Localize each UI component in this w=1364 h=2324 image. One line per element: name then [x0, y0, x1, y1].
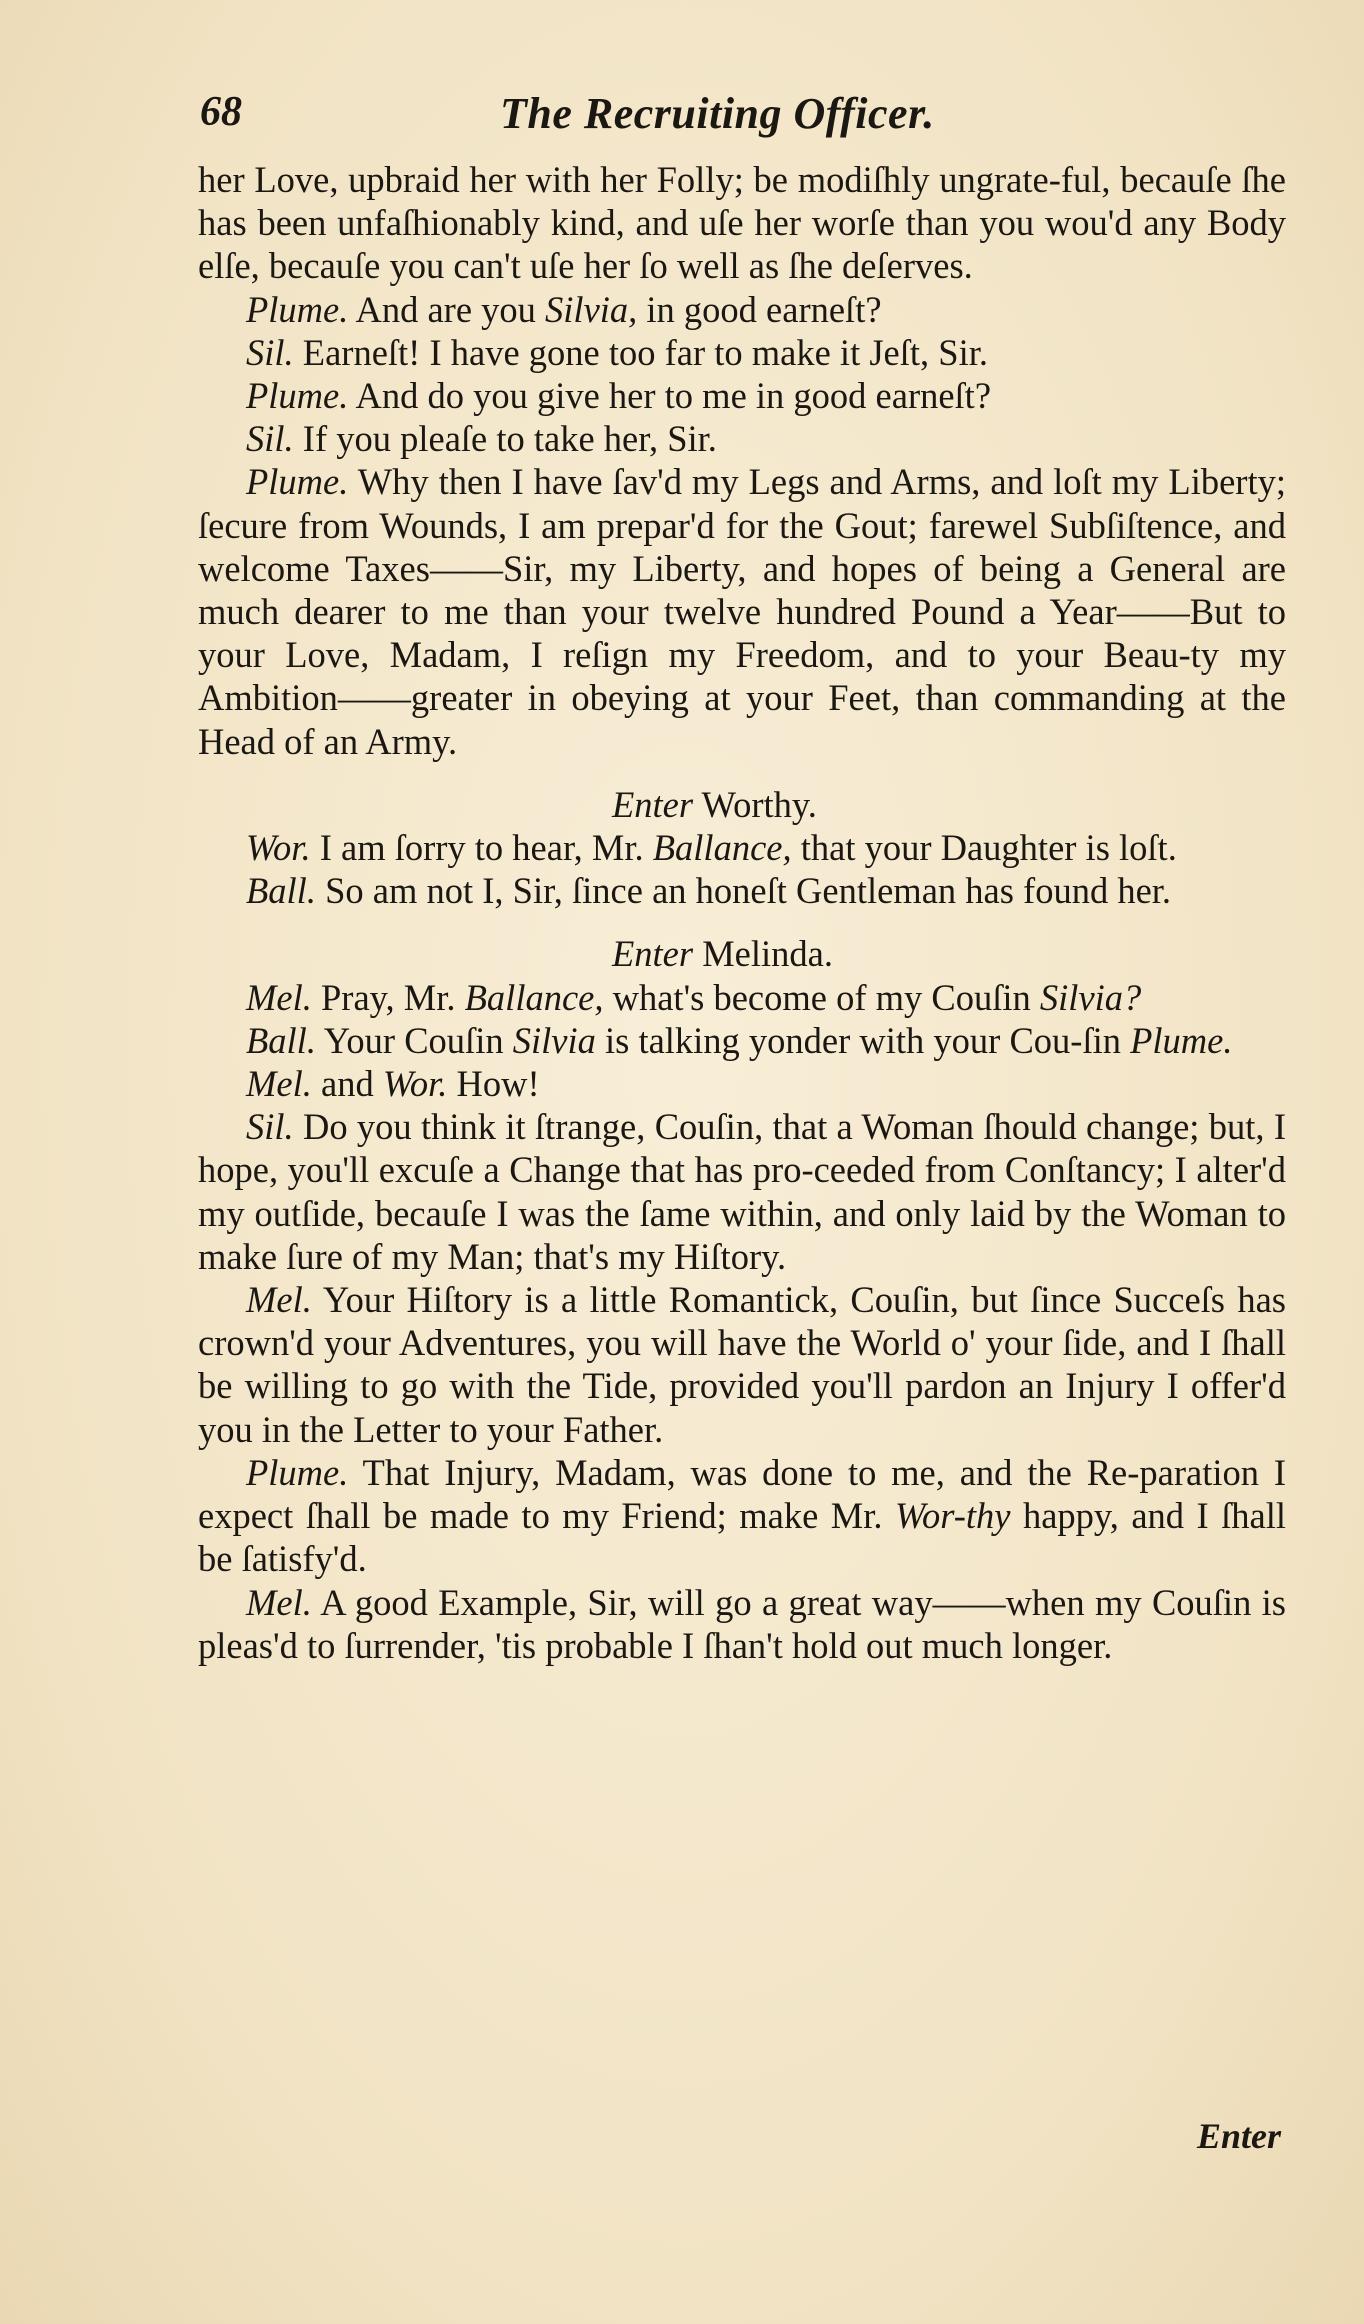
text-run: Your Hiſtory is a little Romantick, Couſin, but ſince Succeſs has crown'd your Adventures, you will have the World o' your ſide, and I ſhall be willing to go with the Tide, provided you'll pardon an Injury I offer'd you in the Letter to your Father. — [198, 1279, 1286, 1450]
dialogue-paragraph — [198, 826, 1286, 869]
speaker-name: Plume. — [246, 288, 349, 330]
dialogue-paragraph — [198, 1105, 1286, 1278]
italic-text: Enter — [612, 933, 694, 975]
text-run: And do you give her to me in good earneſt? — [348, 375, 992, 417]
italic-text: Ballance, — [652, 827, 792, 869]
text-run: That Injury, Madam, was done to me, and the Re-paration I expect ſhall be made to my Friend; make Mr. — [198, 1451, 1286, 1537]
speaker-name: Mel. — [246, 976, 312, 1018]
italic-text: Silvia? — [1039, 976, 1142, 1018]
text-run: Pray, Mr. — [311, 976, 465, 1018]
dialogue-paragraph — [198, 1278, 1286, 1451]
dialogue-paragraph — [198, 331, 1286, 374]
text-run: Melinda. — [693, 933, 833, 975]
stage-gap — [198, 912, 1286, 932]
speaker-name: Sil. — [246, 418, 294, 460]
stage-gap — [198, 763, 1286, 783]
dialogue-paragraph — [198, 374, 1286, 417]
dialogue-paragraph — [198, 158, 1286, 288]
dialogue-paragraph — [198, 976, 1286, 1019]
page-header — [200, 88, 1270, 148]
speaker-name: Wor. — [382, 1063, 448, 1105]
text-run: and — [311, 1063, 383, 1105]
speaker-name: Ball. — [246, 1019, 316, 1061]
dialogue-paragraph — [198, 1581, 1286, 1667]
text-run: Do you think it ſtrange, Couſin, that a Woman ſhould change; but, I hope, you'll excuſe a Change that has pro-ceeded from Conſtancy; I alter'd my outſide, becauſe I was the ſame within, and only laid by the Woman to make ſure of my Man; that's my Hiſtory. — [198, 1106, 1286, 1277]
dialogue-paragraph — [198, 460, 1286, 762]
text-run: How! — [447, 1063, 540, 1105]
play-text — [198, 158, 1286, 1667]
catchword: Enter — [1196, 2116, 1281, 2156]
text-run: is talking yonder with your Cou-ſin — [595, 1019, 1131, 1061]
speaker-name: Sil. — [246, 1106, 294, 1148]
text-run: I am ſorry to hear, Mr. — [310, 827, 653, 869]
dialogue-paragraph — [198, 1451, 1286, 1581]
dialogue-paragraph — [198, 288, 1286, 331]
italic-text: Silvia — [512, 1019, 596, 1061]
dialogue-paragraph — [198, 417, 1286, 460]
text-run: her Love, upbraid her with her Folly; be modiſhly ungrate-ful, becauſe ſhe has been unfaſhionably kind, and uſe her worſe than you wou'd any Body elſe, becauſe you can't uſe her ſo well as ſhe deſerves. — [198, 159, 1286, 287]
text-run: So am not I, Sir, ſince an honeſt Gentleman has found her. — [315, 870, 1172, 912]
speaker-name: Ball. — [246, 870, 316, 912]
stage-direction — [198, 783, 1286, 826]
text-run: Your Couſin — [315, 1019, 513, 1061]
speaker-name: Mel. — [246, 1063, 312, 1105]
speaker-name: Mel. — [246, 1279, 312, 1321]
dialogue-paragraph — [198, 869, 1286, 912]
italic-text: Plume. — [1130, 1019, 1233, 1061]
dialogue-paragraph — [198, 1019, 1286, 1062]
stage-direction — [198, 932, 1286, 975]
italic-text: Silvia, — [545, 288, 638, 330]
text-run: Worthy. — [693, 783, 817, 825]
text-run: in good earneſt? — [637, 288, 882, 330]
text-run: A good Example, Sir, will go a great way——when my Couſin is pleas'd to ſurrender, 'tis probable I ſhan't hold out much longer. — [198, 1581, 1286, 1666]
dialogue-paragraph — [198, 1062, 1286, 1105]
running-title: The Recruiting Officer. — [500, 89, 935, 138]
text-run: happy, and I ſhall be ſatisfy'd. — [198, 1495, 1286, 1580]
speaker-name: Plume. — [246, 461, 349, 503]
text-run: And are you — [348, 288, 546, 330]
speaker-name: Sil. — [246, 331, 294, 373]
italic-text: Ballance, — [464, 976, 604, 1018]
text-run: what's become of my Couſin — [603, 976, 1040, 1018]
text-run: Why then I have ſav'd my Legs and Arms, and loſt my Liberty; ſecure from Wounds, I am prepar'd for the Gout; farewel Subſiſtence, and welcome Taxes——Sir, my Liberty, and hopes of being a General are much dearer to me than your twelve hundred Pound a Year——But to your Love, Madam, I reſign my Freedom, and to your Beau-ty my Ambition——greater in obeying at your Feet, than commanding at the Head of an Army. — [198, 461, 1286, 762]
italic-text: Enter — [612, 783, 694, 825]
text-run: Earneſt! I have gone too far to make it Jeſt, Sir. — [293, 331, 988, 373]
speaker-name: Plume. — [246, 375, 349, 417]
page-number: 68 — [200, 89, 242, 135]
speaker-name: Mel. — [246, 1581, 312, 1623]
text-run: that your Daughter is loſt. — [791, 827, 1177, 869]
italic-text: Wor-thy — [894, 1495, 1011, 1537]
text-run: If you pleaſe to take her, Sir. — [293, 418, 717, 460]
speaker-name: Plume. — [246, 1451, 349, 1493]
speaker-name: Wor. — [246, 827, 311, 869]
